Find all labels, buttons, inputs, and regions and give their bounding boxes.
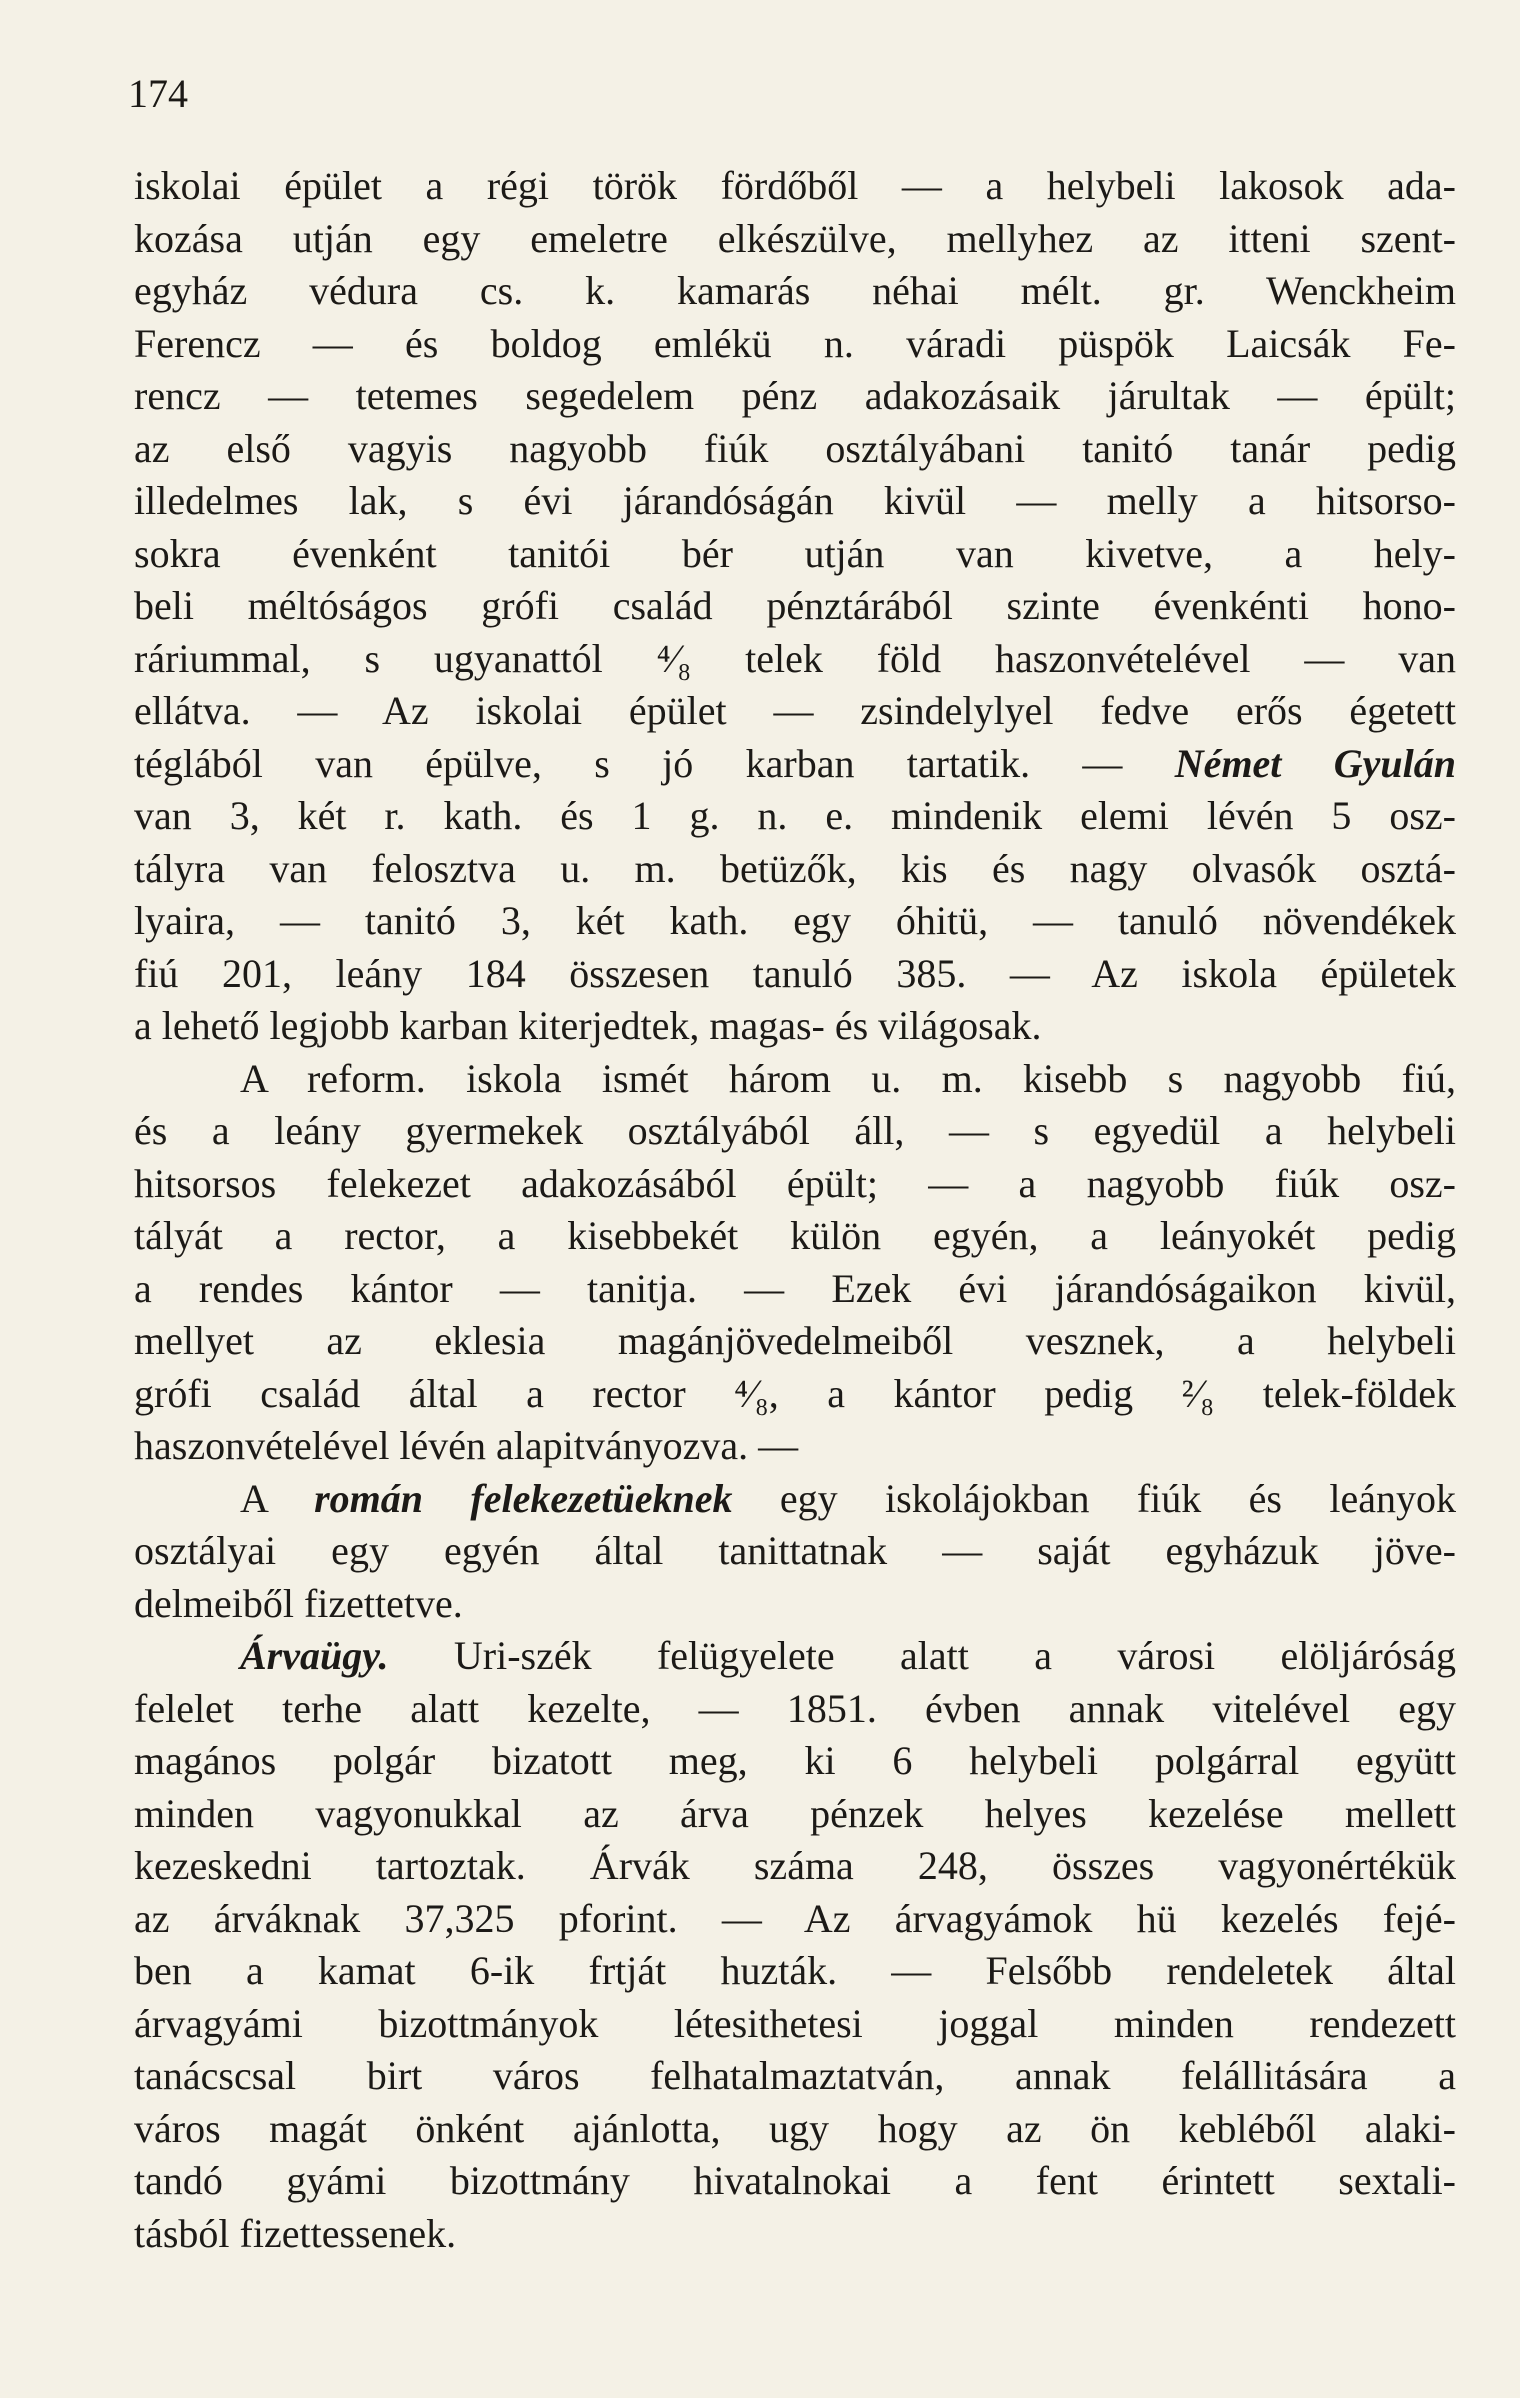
text-line (134, 160, 1456, 213)
text-segment: haszonvételével lévén alapitványozva. — (134, 1423, 799, 1468)
text-segment: osztályai egy egyén által tanittatnak — saját egyházuk jöve- (134, 1528, 1456, 1573)
text-segment: téglából van épülve, s jó karban tartatik. — (134, 740, 1123, 786)
text-segment: iskolai épület a régi török fördőből — a helybeli lakosok ada- (134, 163, 1456, 208)
text-line (134, 213, 1456, 266)
text-segment: A reform. iskola ismét három u. m. kisebb s nagyobb fiú, (240, 1055, 1456, 1101)
text-segment: tanácscsal birt város felhatalmaztatván, annak felállitására a (134, 2053, 1456, 2098)
text-line (134, 2155, 1456, 2208)
text-segment: lyaira, — tanitó 3, két kath. egy óhitü, — tanuló növendékek (134, 898, 1456, 943)
text-line (134, 1893, 1456, 1946)
text-segment: tályát a rector, a kisebbekét külön egyén, a leányokét pedig (134, 1213, 1456, 1258)
text-line (134, 895, 1456, 948)
emphasis-text: Árvaügy. (240, 1633, 389, 1678)
text-line (134, 1735, 1456, 1788)
text-segment: illedelmes lak, s évi járandóságán kivül — melly a hitsorso- (134, 478, 1456, 523)
text-segment: egy iskolájokban fiúk és leányok (732, 1475, 1457, 1521)
text-segment: sokra évenként tanitói bér utján van kivetve, a hely- (134, 530, 1456, 576)
text-line (134, 948, 1456, 1001)
text-segment: ellátva. — Az iskolai épület — zsindelylyel fedve erős égetett (134, 688, 1456, 733)
text-segment: Uri-szék felügyelete alatt a városi elöljáróság (388, 1633, 1456, 1678)
text-segment: felelet terhe alatt kezelte, — 1851. évben annak vitelével egy (134, 1685, 1456, 1731)
text-segment: és a leány gyermekek osztályából áll, — s egyedül a helybeli (134, 1108, 1456, 1153)
text-line (134, 1840, 1456, 1893)
text-segment: A (240, 1475, 315, 1521)
text-line (134, 1368, 1456, 1421)
text-line (134, 2050, 1456, 2103)
page-number: 174 (128, 71, 188, 116)
text-line (134, 685, 1456, 738)
text-segment: egyház védura cs. k. kamarás néhai mélt. gr. Wenckheim (134, 268, 1456, 313)
text-line (134, 1263, 1456, 1316)
text-segment: magános polgár bizatott meg, ki 6 helybeli polgárral együtt (134, 1738, 1456, 1783)
text-segment: ben a kamat 6-ik frtját huzták. — Felsőbb rendeletek által (134, 1948, 1456, 1993)
text-line (134, 1525, 1456, 1578)
text-segment: árvagyámi bizottmányok létesithetesi joggal minden rendezett (134, 2000, 1456, 2046)
text-line (134, 1578, 1456, 1631)
text-segment: minden vagyonukkal az árva pénzek helyes kezelése mellett (134, 1790, 1456, 1836)
body-text (134, 160, 1456, 2260)
text-segment: hitsorsos felekezet adakozásából épült; — a nagyobb fiúk osz- (134, 1160, 1456, 1206)
text-line (134, 2208, 1456, 2261)
text-segment: rencz — tetemes segedelem pénz adakozásaik járultak — épült; (134, 373, 1456, 418)
text-line (134, 1000, 1456, 1053)
text-line (134, 1315, 1456, 1368)
text-segment: Ferencz — és boldog emlékü n. váradi püspök Laicsák Fe- (134, 320, 1456, 366)
text-line (134, 1210, 1456, 1263)
text-line (134, 1473, 1456, 1526)
emphasis-text: Német Gyulán (1174, 740, 1457, 786)
text-line (134, 370, 1456, 423)
text-line (134, 2103, 1456, 2156)
text-line (134, 1998, 1456, 2051)
text-segment: tályra van felosztva u. m. betüzők, kis és nagy olvasók osztá- (134, 845, 1456, 891)
text-segment: delmeiből fizettetve. (134, 1580, 463, 1626)
text-segment: a rendes kántor — tanitja. — Ezek évi járandóságaikon kivül, (134, 1265, 1456, 1311)
text-line (134, 1420, 1456, 1473)
text-line (134, 1945, 1456, 1998)
text-segment: az árváknak 37,325 pforint. — Az árvagyámok hü kezelés fejé- (134, 1895, 1456, 1941)
text-segment: tásból fizettessenek. (134, 2210, 457, 2256)
text-line (134, 423, 1456, 476)
text-segment: kozása utján egy emeletre elkészülve, mellyhez az itteni szent- (134, 215, 1456, 261)
text-segment: város magát önként ajánlotta, ugy hogy az ön kebléből alaki- (134, 2105, 1456, 2151)
text-segment: beli méltóságos grófi család pénztárából szinte évenkénti hono- (134, 583, 1456, 628)
text-line (134, 475, 1456, 528)
text-line (134, 1630, 1456, 1683)
text-line (134, 1053, 1456, 1106)
text-line (134, 843, 1456, 896)
text-line (134, 790, 1456, 843)
text-line (134, 318, 1456, 371)
text-line (134, 1158, 1456, 1211)
text-segment: a lehető legjobb karban kiterjedtek, magas- és világosak. (134, 1003, 1042, 1048)
text-line (134, 1683, 1456, 1736)
text-line (134, 1105, 1456, 1158)
text-segment: grófi család által a rector ⁴⁄₈, a kántor pedig ²⁄₈ telek-földek (134, 1370, 1456, 1416)
text-segment: tandó gyámi bizottmány hivatalnokai a fent érintett sextali- (134, 2158, 1456, 2203)
text-segment: van 3, két r. kath. és 1 g. n. e. mindenik elemi lévén 5 osz- (134, 793, 1456, 838)
text-line (134, 265, 1456, 318)
text-segment: ráriummal, s ugyanattól ⁴⁄₈ telek föld haszonvételével — van (134, 635, 1456, 681)
emphasis-text: román felekezetüeknek (314, 1475, 733, 1521)
text-segment: mellyet az eklesia magánjövedelmeiből vesznek, a helybeli (134, 1318, 1456, 1363)
text-segment: az első vagyis nagyobb fiúk osztályábani tanitó tanár pedig (134, 425, 1456, 471)
text-line (134, 738, 1456, 791)
text-segment: kezeskedni tartoztak. Árvák száma 248, összes vagyonértékük (134, 1843, 1456, 1888)
text-segment: fiú 201, leány 184 összesen tanuló 385. — Az iskola épületek (134, 950, 1456, 996)
text-line (134, 633, 1456, 686)
text-line (134, 1788, 1456, 1841)
text-line (134, 580, 1456, 633)
text-line (134, 528, 1456, 581)
